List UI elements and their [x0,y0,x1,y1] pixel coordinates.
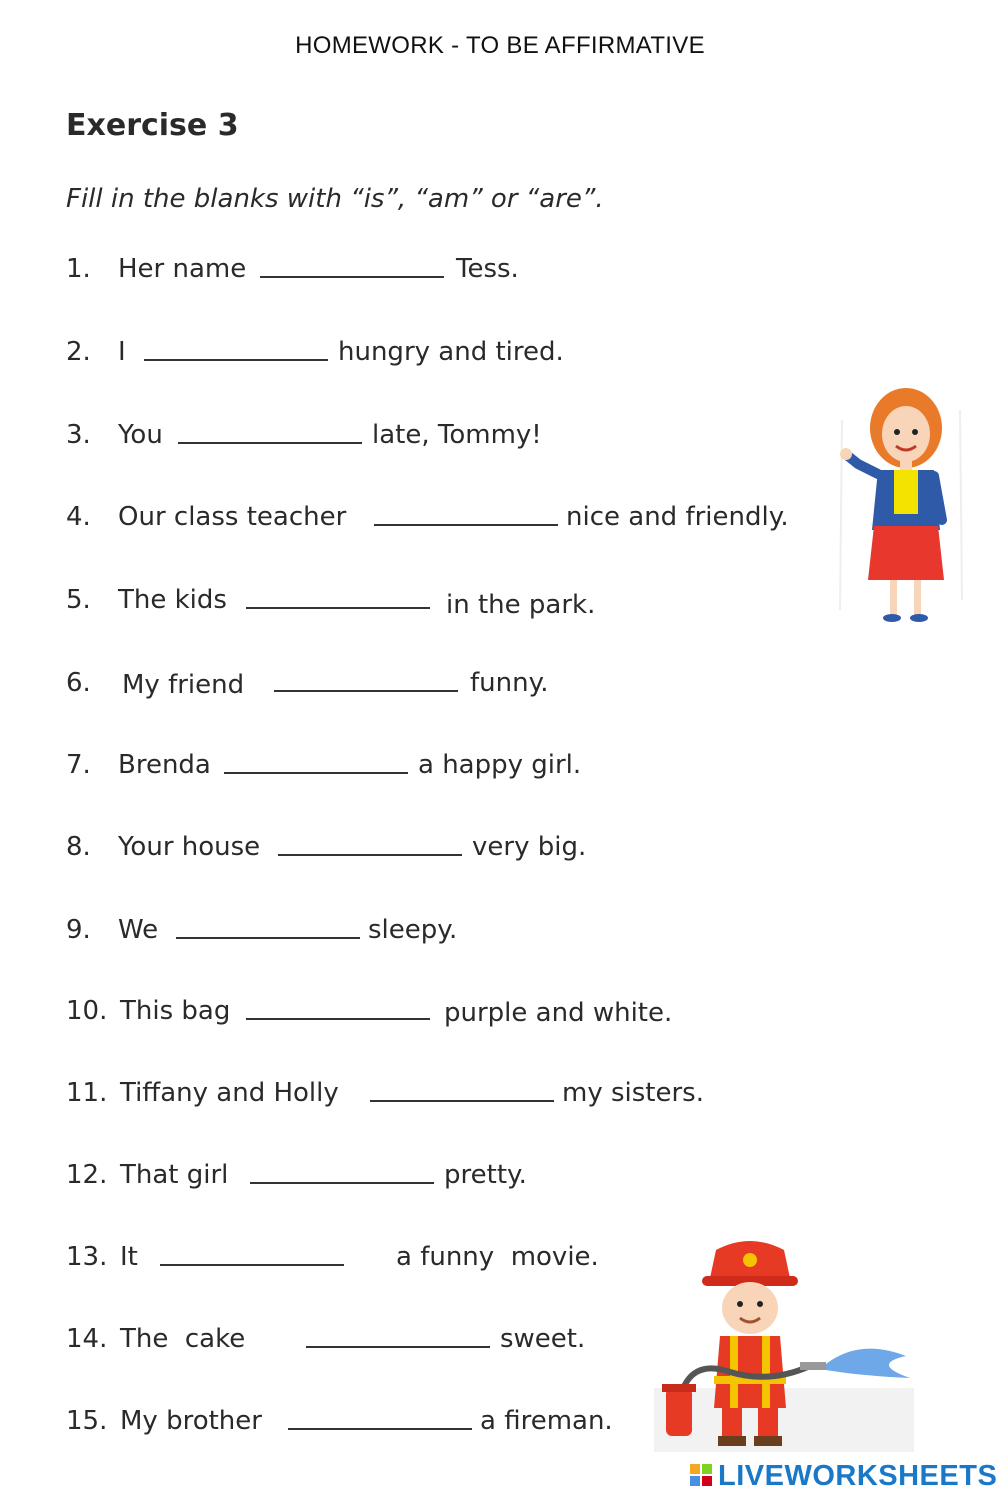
answer-input[interactable] [246,1002,430,1024]
answer-blank[interactable] [278,832,462,856]
question-text-before: The cake [120,1324,246,1354]
question-number: 14. [66,1324,108,1354]
answer-blank[interactable] [160,1242,344,1266]
question-text-after: a funny movie. [396,1242,599,1272]
question-number: 10. [66,996,108,1026]
liveworksheets-logo[interactable] [690,1460,998,1496]
question-text-before: The kids [118,585,227,615]
question-text-before: Tiffany and Holly [120,1078,339,1108]
question-text-after: a happy girl. [418,750,582,780]
question-number: 3. [66,420,91,450]
answer-blank[interactable] [274,668,458,692]
answer-blank[interactable] [144,337,328,361]
liveworksheets-logo-icon [690,1464,714,1488]
question-number: 2. [66,337,91,367]
question-text-before: Your house [118,832,261,862]
question-text-after: funny. [470,668,549,698]
question-number: 13. [66,1242,108,1272]
question-text-before: We [118,915,159,945]
question-text-after: pretty. [444,1160,527,1190]
question-text-after: in the park. [446,590,596,620]
question-text-before: I [118,337,126,367]
question-text-after: hungry and tired. [338,337,564,367]
answer-blank[interactable] [246,996,430,1020]
exercise-title: Exercise 3 [66,108,239,143]
logo-text: LIVEWORKSHEETS [718,1460,998,1492]
question-number: 12. [66,1160,108,1190]
exercise-instructions: Fill in the blanks with “is”, “am” or “are”. [66,184,604,214]
question-text-before: Her name [118,254,247,284]
answer-input[interactable] [246,591,430,613]
question-text-before: It [120,1242,138,1272]
answer-input[interactable] [144,343,328,365]
answer-blank[interactable] [306,1324,490,1348]
question-text-after: sleepy. [368,915,458,945]
teacher-illustration [830,380,970,630]
answer-input[interactable] [274,674,458,696]
answer-input[interactable] [176,921,360,943]
answer-blank[interactable] [176,915,360,939]
question-text-after: Tess. [456,254,519,284]
answer-input[interactable] [178,426,362,448]
question-text-after: purple and white. [444,998,673,1028]
question-number: 8. [66,832,91,862]
answer-input[interactable] [160,1248,344,1270]
question-number: 11. [66,1078,108,1108]
question-number: 15. [66,1406,108,1436]
answer-input[interactable] [306,1330,490,1352]
question-text-after: late, Tommy! [372,420,542,450]
answer-blank[interactable] [250,1160,434,1184]
question-text-after: sweet. [500,1324,586,1354]
question-number: 5. [66,585,91,615]
question-text-before: Our class teacher [118,502,347,532]
question-text-after: my sisters. [562,1078,704,1108]
answer-blank[interactable] [288,1406,472,1430]
page-header-title: HOMEWORK - TO BE AFFIRMATIVE [295,32,705,59]
question-number: 4. [66,502,91,532]
answer-input[interactable] [260,260,444,282]
question-number: 1. [66,254,91,284]
answer-blank[interactable] [224,750,408,774]
answer-blank[interactable] [178,420,362,444]
answer-blank[interactable] [374,502,558,526]
answer-input[interactable] [370,1084,554,1106]
answer-input[interactable] [288,1412,472,1434]
question-number: 9. [66,915,91,945]
question-number: 7. [66,750,91,780]
question-text-before: You [118,420,163,450]
answer-input[interactable] [374,508,558,530]
answer-input[interactable] [224,756,408,778]
answer-blank[interactable] [370,1078,554,1102]
question-text-after: very big. [472,832,587,862]
question-text-before: That girl [120,1160,229,1190]
question-text-before: Brenda [118,750,211,780]
answer-input[interactable] [250,1166,434,1188]
question-text-before: This bag [120,996,231,1026]
question-text-after: a fireman. [480,1406,613,1436]
answer-blank[interactable] [260,254,444,278]
question-number: 6. [66,668,91,698]
answer-input[interactable] [278,838,462,860]
fireman-illustration [650,1238,920,1456]
question-text-before: My friend [122,670,245,700]
answer-blank[interactable] [246,585,430,609]
question-text-after: nice and friendly. [566,502,789,532]
question-text-before: My brother [120,1406,262,1436]
